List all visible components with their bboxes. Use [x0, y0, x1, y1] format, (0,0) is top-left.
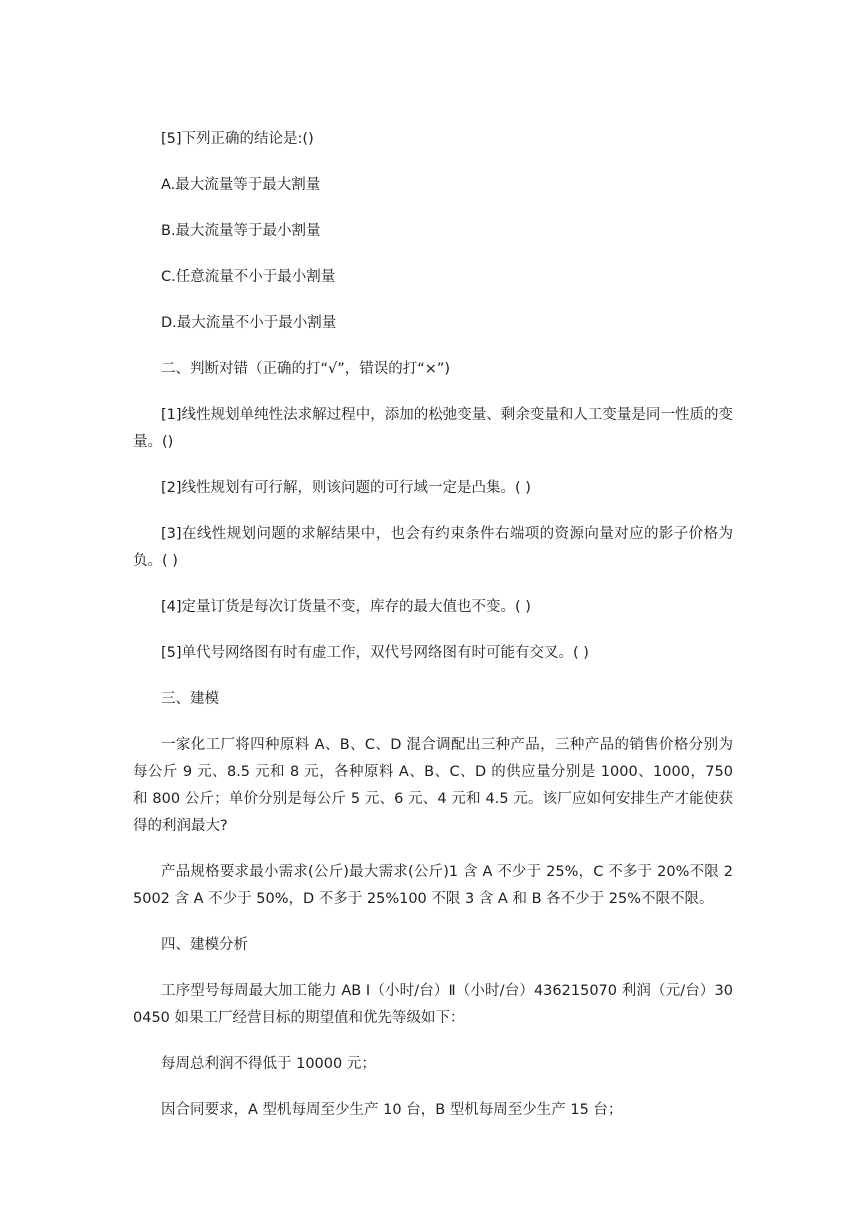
- goal-contract-text: 因合同要求，A 型机每周至少生产 10 台，B 型机每周至少生产 15 台；: [161, 1102, 623, 1118]
- process-capacity-text: 工序型号每周最大加工能力 AB Ⅰ（小时/台）Ⅱ（小时/台）436215070 利润（元/台）300450 如果工厂经营目标的期望值和优先等级如下：: [133, 983, 733, 1026]
- option-a: A.最大流量等于最大割量: [161, 177, 321, 193]
- option-c: C.任意流量不小于最小割量: [161, 269, 336, 285]
- true-false-item-1: [1]线性规划单纯性法求解过程中，添加的松弛变量、剩余变量和人工变量是同一性质的变量。(): [133, 407, 733, 450]
- section-heading-modeling-analysis: 四、建模分析: [161, 937, 248, 953]
- true-false-item-3: [3]在线性规划问题的求解结果中，也会有约束条件右端项的资源向量对应的影子价格为负。( ): [133, 526, 733, 569]
- document-body: [133, 126, 733, 1124]
- true-false-item-4: [4]定量订货是每次订货量不变，库存的最大值也不变。( ): [161, 599, 531, 615]
- section-heading-modeling: 三、建模: [161, 691, 219, 707]
- question-5-stem: [5]下列正确的结论是:(): [161, 131, 314, 147]
- true-false-item-5: [5]单代号网络图有时有虚工作，双代号网络图有时可能有交叉。( ): [161, 645, 589, 661]
- modeling-problem-text: 一家化工厂将四种原料 A、B、C、D 混合调配出三种产品，三种产品的销售价格分别为每公斤 9 元、8.5 元和 8 元，各种原料 A、B、C、D 的供应量分别是 1000、1000，750 和 800 公斤；单价分别是每公斤 5 元、6 元、4 元和 4.5 元。该厂应如何安排生产才能使获得的利润最大?: [133, 737, 733, 834]
- true-false-item-2: [2]线性规划有可行解，则该问题的可行域一定是凸集。( ): [161, 480, 531, 496]
- goal-profit-text: 每周总利润不得低于 10000 元；: [161, 1056, 376, 1072]
- section-heading-true-false: 二、判断对错（正确的打“√”，错误的打“×”): [161, 361, 451, 377]
- option-b: B.最大流量等于最小割量: [161, 223, 321, 239]
- product-spec-text: 产品规格要求最小需求(公斤)最大需求(公斤)1 含 A 不少于 25%，C 不多于 20%不限 25002 含 A 不少于 50%，D 不多于 25%100 不限 3 含 A 和 B 各不少于 25%不限不限。: [133, 864, 733, 907]
- option-d: D.最大流量不小于最小割量: [161, 315, 337, 331]
